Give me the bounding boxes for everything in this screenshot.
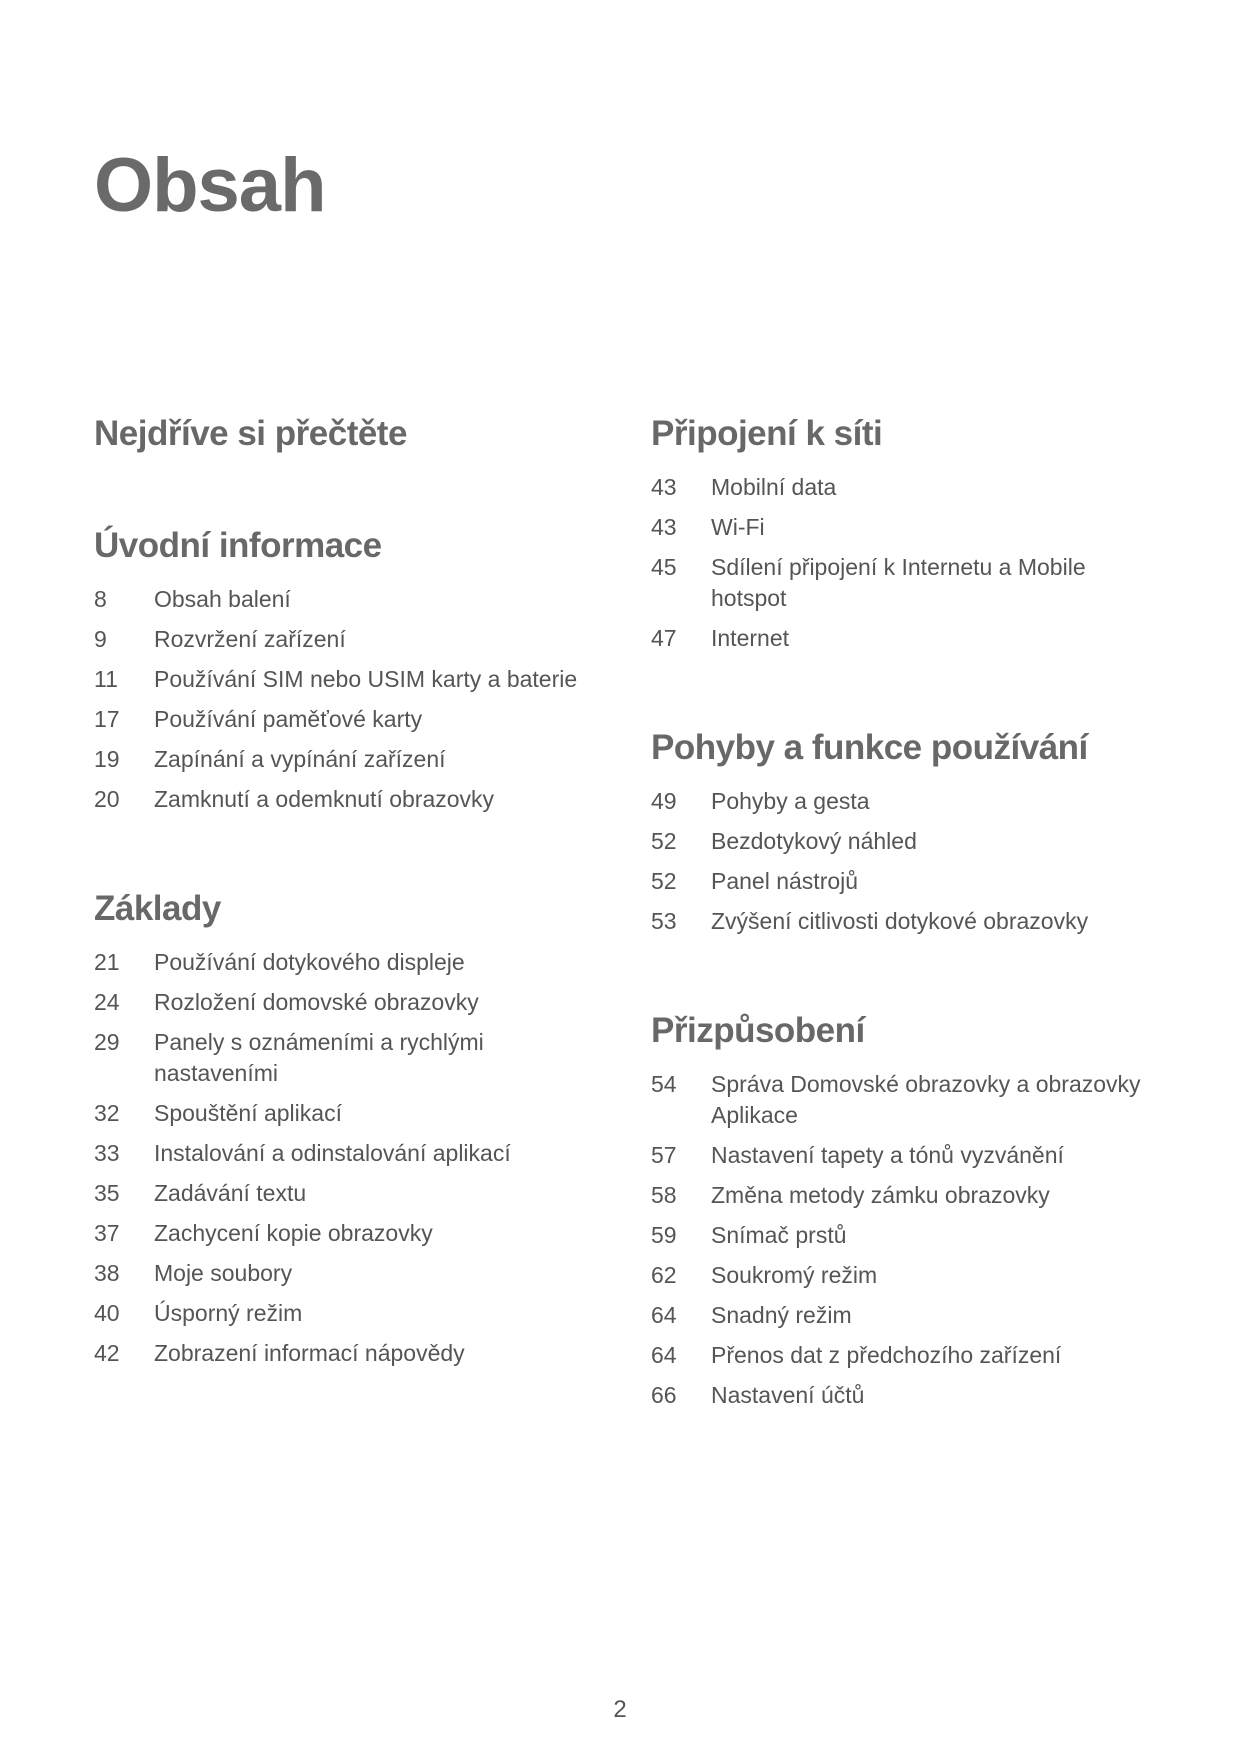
toc-entry[interactable] bbox=[94, 704, 614, 735]
toc-entry-title: Používání SIM nebo USIM karty a baterie bbox=[154, 666, 578, 692]
toc-entry[interactable] bbox=[651, 1069, 1171, 1131]
toc-page-number: 62 bbox=[651, 1262, 677, 1288]
toc-right-column bbox=[651, 410, 1171, 1420]
toc-page-number: 49 bbox=[651, 788, 677, 814]
toc-page-number: 35 bbox=[94, 1180, 120, 1206]
toc-entry[interactable] bbox=[651, 1300, 1171, 1331]
toc-entry-title: Zvýšení citlivosti dotykové obrazovky bbox=[711, 908, 1089, 934]
toc-entry[interactable] bbox=[94, 624, 614, 655]
toc-entry-title: Obsah balení bbox=[154, 586, 291, 612]
toc-page-number: 43 bbox=[651, 514, 677, 540]
toc-entry-title: Bezdotykový náhled bbox=[711, 828, 917, 854]
toc-left-column bbox=[94, 410, 614, 1378]
toc-page-number: 9 bbox=[94, 626, 107, 652]
toc-entry-title: Rozvržení zařízení bbox=[154, 626, 346, 652]
toc-page-number: 45 bbox=[651, 554, 677, 580]
toc-entry[interactable] bbox=[651, 512, 1171, 543]
toc-page-number: 37 bbox=[94, 1220, 120, 1246]
toc-entry-title: Používání dotykového displeje bbox=[154, 949, 465, 975]
toc-entry-title: Zapínání a vypínání zařízení bbox=[154, 746, 446, 772]
toc-entry[interactable] bbox=[651, 826, 1171, 857]
toc-page-number: 21 bbox=[94, 949, 120, 975]
toc-entry[interactable] bbox=[651, 552, 1171, 614]
toc-entry[interactable] bbox=[94, 1027, 614, 1089]
toc-entry[interactable] bbox=[94, 744, 614, 775]
toc-section bbox=[94, 522, 614, 815]
toc-section bbox=[651, 1007, 1171, 1411]
toc-page-number: 11 bbox=[94, 666, 118, 692]
toc-entry[interactable] bbox=[651, 1380, 1171, 1411]
toc-page-number: 64 bbox=[651, 1342, 677, 1368]
toc-entry-title: Panely s oznámeními a rychlými nastaveními bbox=[154, 1029, 484, 1086]
toc-entry-title: Mobilní data bbox=[711, 474, 837, 500]
toc-entry[interactable] bbox=[651, 1260, 1171, 1291]
toc-page-number: 19 bbox=[94, 746, 120, 772]
toc-entry[interactable] bbox=[651, 472, 1171, 503]
toc-page-number: 47 bbox=[651, 625, 677, 651]
toc-page-number: 42 bbox=[94, 1340, 120, 1366]
toc-section bbox=[651, 724, 1171, 937]
toc-page-number: 54 bbox=[651, 1071, 677, 1097]
toc-page-number: 59 bbox=[651, 1222, 677, 1248]
toc-page-number: 8 bbox=[94, 586, 107, 612]
toc-page-number: 52 bbox=[651, 868, 677, 894]
toc-entry[interactable] bbox=[94, 1138, 614, 1169]
toc-page-number: 66 bbox=[651, 1382, 677, 1408]
toc-entry-title: Pohyby a gesta bbox=[711, 788, 870, 814]
toc-page-number: 57 bbox=[651, 1142, 677, 1168]
toc-entry[interactable] bbox=[651, 1180, 1171, 1211]
toc-section bbox=[94, 885, 614, 1369]
toc-page-number: 58 bbox=[651, 1182, 677, 1208]
section-heading[interactable]: Pohyby a funkce používání bbox=[651, 728, 1088, 767]
toc-entry-title: Snadný režim bbox=[711, 1302, 852, 1328]
toc-entry-title: Zamknutí a odemknutí obrazovky bbox=[154, 786, 495, 812]
toc-entry-title: Instalování a odinstalování aplikací bbox=[154, 1140, 511, 1166]
toc-entry[interactable] bbox=[651, 1220, 1171, 1251]
toc-entry-title: Soukromý režim bbox=[711, 1262, 878, 1288]
toc-entry[interactable] bbox=[94, 1218, 614, 1249]
toc-entry[interactable] bbox=[651, 786, 1171, 817]
toc-page-number: 38 bbox=[94, 1260, 120, 1286]
page-number: 2 bbox=[613, 1696, 627, 1723]
toc-section bbox=[651, 410, 1171, 654]
toc-entry[interactable] bbox=[94, 584, 614, 615]
toc-entry-title: Internet bbox=[711, 625, 789, 651]
toc-section bbox=[94, 410, 614, 458]
toc-page-number: 29 bbox=[94, 1029, 120, 1055]
toc-entry[interactable] bbox=[651, 906, 1171, 937]
toc-entry[interactable] bbox=[94, 1338, 614, 1369]
toc-entry-title: Používání paměťové karty bbox=[154, 706, 423, 732]
toc-entry[interactable] bbox=[94, 1298, 614, 1329]
page-title: Obsah bbox=[94, 143, 326, 228]
toc-entry[interactable] bbox=[94, 987, 614, 1018]
toc-page-number: 53 bbox=[651, 908, 677, 934]
toc-entry-title: Zobrazení informací nápovědy bbox=[154, 1340, 465, 1366]
toc-page-number: 43 bbox=[651, 474, 677, 500]
toc-entry[interactable] bbox=[651, 1140, 1171, 1171]
section-heading[interactable]: Přizpůsobení bbox=[651, 1011, 865, 1050]
toc-entry[interactable] bbox=[94, 947, 614, 978]
toc-entry[interactable] bbox=[94, 1258, 614, 1289]
toc-entry-title: Wi-Fi bbox=[711, 514, 765, 540]
section-heading[interactable]: Připojení k síti bbox=[651, 414, 883, 453]
toc-page-number: 40 bbox=[94, 1300, 120, 1326]
toc-entry-title: Změna metody zámku obrazovky bbox=[711, 1182, 1050, 1208]
toc-entry[interactable] bbox=[94, 1178, 614, 1209]
toc-entry[interactable] bbox=[94, 664, 614, 695]
toc-entry-title: Nastavení účtů bbox=[711, 1382, 865, 1408]
section-heading[interactable]: Základy bbox=[94, 889, 221, 928]
toc-entry-title: Nastavení tapety a tónů vyzvánění bbox=[711, 1142, 1064, 1168]
toc-entry-title: Zadávání textu bbox=[154, 1180, 307, 1206]
toc-page-number: 52 bbox=[651, 828, 677, 854]
toc-page-number: 17 bbox=[94, 706, 120, 732]
toc-page-number: 33 bbox=[94, 1140, 120, 1166]
toc-entry-title: Spouštění aplikací bbox=[154, 1100, 342, 1126]
toc-entry-title: Snímač prstů bbox=[711, 1222, 847, 1248]
toc-page-number: 20 bbox=[94, 786, 120, 812]
toc-entry-title: Přenos dat z předchozího zařízení bbox=[711, 1342, 1062, 1368]
section-heading[interactable]: Úvodní informace bbox=[94, 526, 382, 565]
toc-entry[interactable] bbox=[651, 866, 1171, 897]
toc-page-number: 64 bbox=[651, 1302, 677, 1328]
toc-page-number: 32 bbox=[94, 1100, 120, 1126]
toc-entry-title: Rozložení domovské obrazovky bbox=[154, 989, 479, 1015]
toc-entry[interactable] bbox=[94, 784, 614, 815]
toc-page-number: 24 bbox=[94, 989, 120, 1015]
toc-entry-title: Zachycení kopie obrazovky bbox=[154, 1220, 433, 1246]
toc-entry[interactable] bbox=[94, 1098, 614, 1129]
section-heading[interactable]: Nejdříve si přečtěte bbox=[94, 414, 407, 453]
toc-entry[interactable] bbox=[651, 1340, 1171, 1371]
toc-entry-title: Úsporný režim bbox=[154, 1300, 303, 1326]
toc-entry-title: Panel nástrojů bbox=[711, 868, 859, 894]
toc-entry-title: Sdílení připojení k Internetu a Mobile hotspot bbox=[711, 554, 1086, 611]
toc-entry-title: Správa Domovské obrazovky a obrazovky Aplikace bbox=[711, 1071, 1141, 1128]
toc-entry-title: Moje soubory bbox=[154, 1260, 293, 1286]
toc-entry[interactable] bbox=[651, 623, 1171, 654]
